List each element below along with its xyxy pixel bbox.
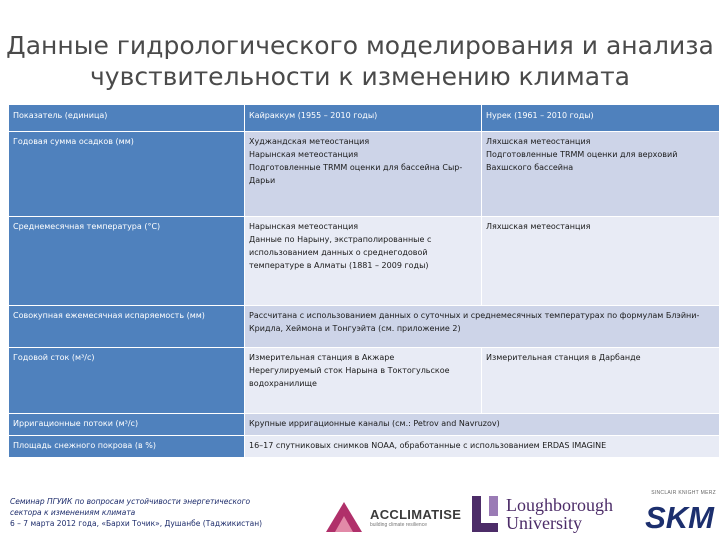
table-cell [245, 217, 482, 306]
cell-line: Нарынская метеостанция [249, 150, 359, 159]
loughborough-mark-icon [470, 494, 500, 534]
cell-line: Измерительная станция в Акжаре [249, 353, 395, 362]
header-indicator: Показатель (единица) [9, 105, 245, 132]
header-kairakkum: Кайраккум (1955 – 2010 годы) [245, 105, 482, 132]
acclimatise-mark-icon [322, 498, 366, 536]
table-row [9, 306, 720, 348]
table-cell [482, 217, 720, 306]
table-cell-merged: Крупные ирригационные каналы (см.: Petrov and Navruzov) [245, 414, 720, 436]
cell-line: Худжандская метеостанция [249, 137, 370, 146]
row-label: Площадь снежного покрова (в %) [9, 436, 245, 458]
row-label: Среднемесячная температура (°C) [9, 217, 245, 306]
table-row [9, 217, 720, 306]
footer-line-1: Семинар ПГУИК по вопросам устойчивости энергетического [10, 497, 251, 506]
footer-caption [10, 496, 300, 529]
acclimatise-name: ACCLIMATISE [370, 506, 462, 522]
row-label: Совокупная ежемесячная испаряемость (мм) [9, 306, 245, 348]
cell-line: Ляхшская метеостанция [486, 222, 591, 231]
cell-line: Нарынская метеостанция [249, 222, 359, 231]
table-row [9, 132, 720, 217]
skm-wordmark [636, 496, 716, 534]
loughborough-line-2: University [506, 513, 582, 533]
acclimatise-tagline: building climate resilience [370, 521, 427, 528]
table-cell [245, 348, 482, 414]
header-nurek: Нурек (1961 – 2010 годы) [482, 105, 720, 132]
page-title [0, 30, 720, 92]
row-label: Годовой сток (м³/с) [9, 348, 245, 414]
skm-text: SKM [645, 500, 714, 534]
row-label: Ирригационные потоки (м³/с) [9, 414, 245, 436]
table-row [9, 436, 720, 458]
table-row [9, 414, 720, 436]
acclimatise-logo [322, 498, 461, 536]
title-line-1: Данные гидрологического моделирования и анализа [6, 31, 714, 60]
cell-line: Подготовленные TRMM оценки для бассейна Сыр-Дарьи [249, 163, 463, 185]
cell-line: Подготовленные TRMM оценки для верховий Вахшского бассейна [486, 150, 678, 172]
table-cell [245, 132, 482, 217]
cell-line: Нерегулируемый сток Нарына в Токтогульское водохранилище [249, 366, 450, 388]
loughborough-logo [470, 494, 613, 534]
row-label: Годовая сумма осадков (мм) [9, 132, 245, 217]
cell-line: Ляхшская метеостанция [486, 137, 591, 146]
table-cell [482, 348, 720, 414]
skm-tagline: SINCLAIR KNIGHT MERZ [651, 490, 716, 496]
cell-line: Измерительная станция в Дарбанде [486, 353, 641, 362]
table-row [9, 348, 720, 414]
table-cell [482, 132, 720, 217]
table-header-row [9, 105, 720, 132]
title-line-2: чувствительности к изменению климата [90, 62, 630, 91]
table-cell-merged: Рассчитана с использованием данных о суточных и среднемесячных температурах по формулам Блэйни-Кридла, Хеймона и Тонгуэйта (см. приложение 2) [245, 306, 720, 348]
skm-logo [636, 490, 716, 536]
footer-line-3: 6 – 7 марта 2012 года, «Бархи Точик», Душанбе (Таджикистан) [10, 519, 263, 528]
data-table [8, 104, 720, 458]
footer-line-2: сектора к изменениям климата [10, 508, 136, 517]
table-cell-merged: 16–17 спутниковых снимков NOAA, обработанные с использованием ERDAS IMAGINE [245, 436, 720, 458]
loughborough-line-1: Loughborough [506, 495, 613, 515]
cell-line: Данные по Нарыну, экстраполированные с использованием данных о среднегодовой температуре в Алматы (1881 – 2009 годы) [249, 235, 432, 270]
